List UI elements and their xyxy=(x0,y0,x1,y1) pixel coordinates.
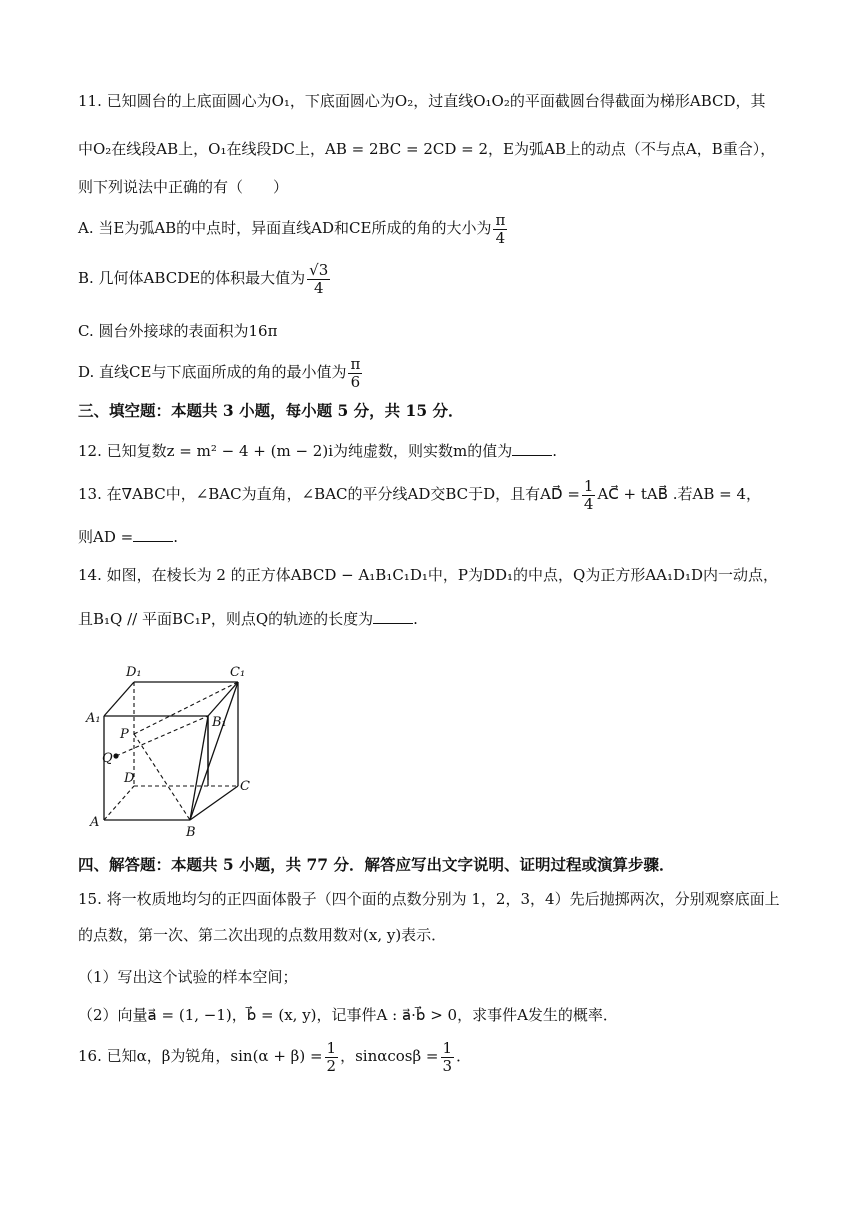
q11-option-b xyxy=(78,262,790,296)
q16-fraction-1 xyxy=(325,1040,339,1074)
q11-line1: 11. 已知圆台的上底面圆心为O₁，下底面圆心为O₂，过直线O₁O₂的平面截圆台得截面为梯形ABCD，其 xyxy=(78,92,766,110)
fraction-numerator: √3 xyxy=(309,261,329,279)
q12-text: 12. 已知复数z = m² − 4 + (m − 2)i为纯虚数，则实数m的值为 xyxy=(78,442,513,460)
fraction-numerator: π xyxy=(350,355,361,373)
fraction-numerator: 1 xyxy=(442,1039,453,1057)
q14-end: . xyxy=(413,610,418,628)
q12-end: . xyxy=(552,442,557,460)
cube-figure xyxy=(80,660,270,840)
q16-line xyxy=(78,1040,790,1074)
answer-blank xyxy=(373,622,413,624)
q14-line2 xyxy=(78,610,790,628)
q12-line xyxy=(78,442,790,460)
edge-b1c1 xyxy=(208,682,238,716)
edge-ad-hidden xyxy=(104,786,134,820)
q16-text-a: 16. 已知α，β为锐角，sin(α + β) = xyxy=(78,1047,323,1065)
option-a-text: A. 当E为弧AB的中点时，异面直线AD和CE所成的角的大小为 xyxy=(78,219,492,237)
label-a: A xyxy=(90,815,100,830)
q15-line1: 15. 将一枚质地均匀的正四面体骰子（四个面的点数分别为 1，2，3，4）先后抛掷两次，分别观察底面上 xyxy=(78,890,780,908)
label-p: P xyxy=(120,727,129,742)
edge-b1b-visible xyxy=(190,716,208,820)
option-d-text: D. 直线CE与下底面所成的角的最小值为 xyxy=(78,363,347,381)
line-qb1-hidden xyxy=(116,716,208,756)
q13-text-c: 则AD = xyxy=(78,528,134,546)
option-a-fraction xyxy=(493,212,507,246)
q13-fraction xyxy=(582,478,596,512)
q15-sub2: （2）向量a⃗ = (1, −1)，b⃗ = (x, y)，记事件A : a⃗·b⃗ > 0，求事件A发生的概率． xyxy=(78,1006,618,1024)
label-c: C xyxy=(240,779,250,794)
q11-line2: 中O₂在线段AB上，O₁在线段DC上，AB = 2BC = 2CD = 2，E为弧AB上的动点（不与点A，B重合）， xyxy=(78,140,776,158)
fraction-denominator: 4 xyxy=(583,494,594,513)
q13-line1 xyxy=(78,478,790,512)
edge-bc xyxy=(190,786,238,820)
fraction-denominator: 3 xyxy=(442,1056,453,1075)
fraction-denominator: 4 xyxy=(495,228,506,247)
fraction-denominator: 2 xyxy=(326,1056,337,1075)
label-a1: A₁ xyxy=(86,711,101,726)
q16-fraction-2 xyxy=(441,1040,455,1074)
q11-option-d xyxy=(78,356,790,390)
q14-text: 且B₁Q // 平面BC₁P，则点Q的轨迹的长度为 xyxy=(78,610,374,628)
q13-text-a: 13. 在∇ABC中，∠BAC为直角，∠BAC的平分线AD交BC于D，且有AD⃗ = xyxy=(78,485,580,503)
option-b-fraction xyxy=(307,262,330,296)
line-pb-hidden xyxy=(134,734,190,820)
fraction-denominator: 6 xyxy=(350,372,361,391)
q16-text-c: ． xyxy=(456,1047,472,1065)
option-b-text: B. 几何体ABCDE的体积最大值为 xyxy=(78,269,306,287)
edge-a1d1 xyxy=(104,682,134,716)
answer-blank xyxy=(133,540,173,542)
label-d1: D₁ xyxy=(126,665,142,680)
option-d-fraction xyxy=(348,356,362,390)
q14-line1: 14. 如图，在棱长为 2 的正方体ABCD − A₁B₁C₁D₁中，P为DD₁的中点，Q为正方形AA₁D₁D内一动点， xyxy=(78,566,779,584)
q11-option-c: C. 圆台外接球的表面积为16π xyxy=(78,322,278,340)
fraction-numerator: 1 xyxy=(326,1039,337,1057)
fraction-numerator: π xyxy=(495,211,506,229)
q13-line2 xyxy=(78,528,790,546)
q11-option-a xyxy=(78,212,790,246)
q11-line3: 则下列说法中正确的有（ ） xyxy=(78,178,289,196)
label-q: Q xyxy=(102,751,113,766)
fraction-numerator: 1 xyxy=(583,477,594,495)
q15-sub1: （1）写出这个试验的样本空间； xyxy=(78,968,298,986)
label-c1: C₁ xyxy=(230,665,246,680)
label-b: B xyxy=(186,825,196,840)
fraction-denominator: 4 xyxy=(313,278,324,297)
q13-text-b: AC⃗ + tAB⃗ .若AB = 4， xyxy=(597,485,762,503)
q15-line2: 的点数，第一次、第二次出现的点数用数对(x, y)表示． xyxy=(78,926,447,944)
label-b1: B₁ xyxy=(212,715,227,730)
section-4-heading: 四、解答题：本题共 5 小题，共 77 分．解答应写出文字说明、证明过程或演算步骤． xyxy=(78,855,675,874)
label-d: D xyxy=(124,771,135,786)
point-q xyxy=(113,753,118,758)
q13-end: . xyxy=(173,528,178,546)
q16-text-b: ，sinαcosβ = xyxy=(340,1047,439,1065)
answer-blank xyxy=(512,454,552,456)
section-3-heading: 三、填空题：本题共 3 小题，每小题 5 分，共 15 分． xyxy=(78,401,464,420)
